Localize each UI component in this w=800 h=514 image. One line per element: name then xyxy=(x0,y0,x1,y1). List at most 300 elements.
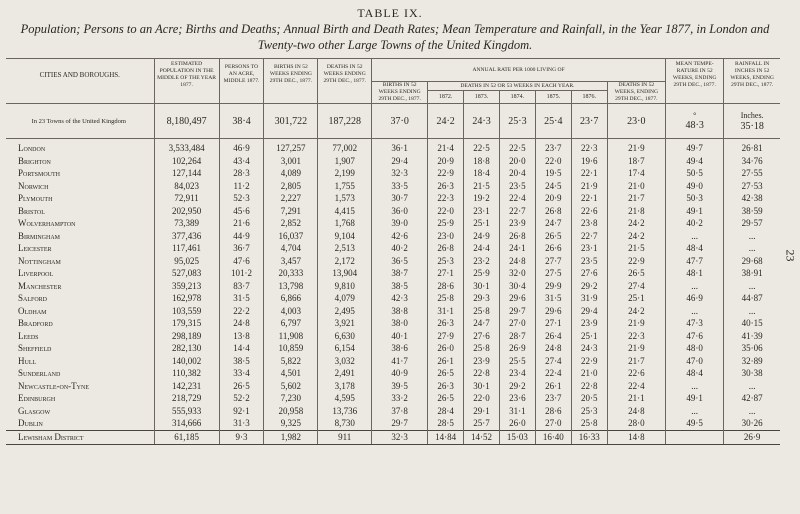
cell: 103,559 xyxy=(154,305,219,318)
table-row xyxy=(6,292,780,305)
cell: 27·0 xyxy=(499,317,535,330)
table-row xyxy=(6,167,780,180)
cell: 10,859 xyxy=(264,342,318,355)
cell: 24·3 xyxy=(464,104,500,139)
cell: 30·38 xyxy=(724,367,780,380)
table-row xyxy=(6,380,780,393)
cell: 83·7 xyxy=(219,280,264,293)
cell: 1,907 xyxy=(318,155,372,168)
cell: 140,002 xyxy=(154,355,219,368)
cell: 31·3 xyxy=(219,417,264,430)
cell: 22·9 xyxy=(607,255,665,268)
cell: 25·9 xyxy=(428,217,464,230)
cell: 9·3 xyxy=(219,430,264,444)
cell: 29·2 xyxy=(499,380,535,393)
row-name: Salford xyxy=(18,293,48,304)
cell: 27·4 xyxy=(535,355,571,368)
cell: 23·8 xyxy=(571,217,607,230)
cell: 52·3 xyxy=(219,192,264,205)
cell: 22·8 xyxy=(571,380,607,393)
cell: 2,491 xyxy=(318,367,372,380)
cell xyxy=(666,430,724,444)
cell: 23·4 xyxy=(499,367,535,380)
cell: 26·1 xyxy=(535,380,571,393)
cell: 24·2 xyxy=(607,230,665,243)
cell: 21·9 xyxy=(607,139,665,155)
cell: 40·15 xyxy=(724,317,780,330)
cell: 38·5 xyxy=(372,280,428,293)
header-persons: PERSONS TO AN ACRE, MIDDLE 1877. xyxy=(219,59,264,91)
cell: 31·1 xyxy=(499,405,535,418)
cell: 48·4 xyxy=(666,367,724,380)
cell: 26·5 xyxy=(219,380,264,393)
cell: 110,382 xyxy=(154,367,219,380)
header-deaths: DEATHS IN 52 WEEKS ENDING 29TH DEC., 1877. xyxy=(318,59,372,91)
table-row xyxy=(6,355,780,368)
cell: 49·0 xyxy=(666,180,724,193)
cell: 25·5 xyxy=(499,355,535,368)
cell: 22·0 xyxy=(464,392,500,405)
cell: 29·68 xyxy=(724,255,780,268)
header-annual-rate: ANNUAL RATE PER 1000 LIVING OF xyxy=(372,59,666,82)
cell: 22·7 xyxy=(571,230,607,243)
cell: 6,866 xyxy=(264,292,318,305)
table-row xyxy=(6,139,780,155)
table-row xyxy=(6,342,780,355)
cell: 29·6 xyxy=(535,305,571,318)
cell: 26·8 xyxy=(535,205,571,218)
table-row-lewisham xyxy=(6,430,780,444)
cell: 3,032 xyxy=(318,355,372,368)
table-row xyxy=(6,192,780,205)
cell: 24·8 xyxy=(219,317,264,330)
cell: 21·0 xyxy=(607,180,665,193)
cell: 27·0 xyxy=(535,417,571,430)
cell: 25·1 xyxy=(607,292,665,305)
cell: 48·1 xyxy=(666,267,724,280)
cell: 40·2 xyxy=(372,242,428,255)
cell: 16,037 xyxy=(264,230,318,243)
cell: 27·5 xyxy=(535,267,571,280)
cell: 21·7 xyxy=(607,192,665,205)
cell: 19·2 xyxy=(464,192,500,205)
cell: 44·87 xyxy=(724,292,780,305)
cell: 162,978 xyxy=(154,292,219,305)
cell: 29·6 xyxy=(499,292,535,305)
cell: 30·7 xyxy=(372,192,428,205)
cell: 24·1 xyxy=(499,242,535,255)
cell: 26·5 xyxy=(428,392,464,405)
cell: 27·7 xyxy=(535,255,571,268)
cell: 26·4 xyxy=(535,330,571,343)
cell: 45·6 xyxy=(219,205,264,218)
cell: 127,257 xyxy=(264,139,318,155)
cell: 22·3 xyxy=(607,330,665,343)
cell: 20,958 xyxy=(264,405,318,418)
cell: 44·9 xyxy=(219,230,264,243)
cell: 21·8 xyxy=(607,205,665,218)
table-row xyxy=(6,367,780,380)
table-row xyxy=(6,417,780,430)
cell: 142,231 xyxy=(154,380,219,393)
cell: 301,722 xyxy=(264,104,318,139)
cell: 23·9 xyxy=(499,217,535,230)
cell: 24·2 xyxy=(607,217,665,230)
cell: 25·8 xyxy=(428,292,464,305)
cell: 46·9 xyxy=(219,139,264,155)
cell: 32·3 xyxy=(372,167,428,180)
cell: 29·7 xyxy=(372,417,428,430)
cell: 25·8 xyxy=(464,305,500,318)
cell: 24·8 xyxy=(607,405,665,418)
cell: 22·7 xyxy=(499,205,535,218)
cell: 28·3 xyxy=(219,167,264,180)
cell: 31·1 xyxy=(428,305,464,318)
cell: 38·6 xyxy=(372,342,428,355)
cell: 36·5 xyxy=(372,255,428,268)
cell: 25·1 xyxy=(571,330,607,343)
table-row xyxy=(6,180,780,193)
cell: 21·9 xyxy=(607,317,665,330)
cell: 22·3 xyxy=(571,139,607,155)
cell: 18·7 xyxy=(607,155,665,168)
cell: 40·1 xyxy=(372,330,428,343)
cell: 22·6 xyxy=(571,205,607,218)
cell: 4,079 xyxy=(318,292,372,305)
table-row xyxy=(6,230,780,243)
cell: 34·76 xyxy=(724,155,780,168)
row-name: Hull xyxy=(18,355,37,366)
cell: 32·0 xyxy=(499,267,535,280)
cell: 42·38 xyxy=(724,192,780,205)
cell: 28·7 xyxy=(499,330,535,343)
cell: 20·4 xyxy=(499,167,535,180)
cell: 4,501 xyxy=(264,367,318,380)
cell: ... xyxy=(724,305,780,318)
table-row xyxy=(6,392,780,405)
cell: 3,457 xyxy=(264,255,318,268)
cell: 18·4 xyxy=(464,167,500,180)
cell: 26·3 xyxy=(428,380,464,393)
cell: 23·6 xyxy=(499,392,535,405)
cell: 22·2 xyxy=(219,305,264,318)
row-name: Leicester xyxy=(18,243,52,254)
cell: 26·1 xyxy=(428,355,464,368)
cell: 42·3 xyxy=(372,292,428,305)
row-name: Dublin xyxy=(18,418,43,429)
inches-label: Inches. xyxy=(740,110,764,120)
cell: 28·5 xyxy=(428,417,464,430)
cell: 26·0 xyxy=(428,342,464,355)
header-year: 1876. xyxy=(571,91,607,104)
cell: 29·4 xyxy=(372,155,428,168)
cell: 19·6 xyxy=(571,155,607,168)
row-name: Leeds xyxy=(18,330,39,341)
cell: 22·1 xyxy=(571,192,607,205)
cell: 47·6 xyxy=(219,255,264,268)
table-title: TABLE IX. xyxy=(357,6,423,20)
cell: 14·8 xyxy=(607,430,665,444)
cell: 30·4 xyxy=(499,280,535,293)
cell: 2,172 xyxy=(318,255,372,268)
row-name: Sheffield xyxy=(18,343,52,354)
cell: 218,729 xyxy=(154,392,219,405)
header-year: 1874. xyxy=(499,91,535,104)
cell: 26·81 xyxy=(724,139,780,155)
cell: 27·53 xyxy=(724,180,780,193)
cell: 22·1 xyxy=(571,167,607,180)
cell: ... xyxy=(666,405,724,418)
cell: 23·1 xyxy=(571,242,607,255)
cell: 24·3 xyxy=(571,342,607,355)
cell: 4,595 xyxy=(318,392,372,405)
header-rate-deaths-1877: DEATHS IN 52 WEEKS, ENDING 29TH DEC., 1877. xyxy=(607,82,665,104)
cell: 127,144 xyxy=(154,167,219,180)
cell: 32·89 xyxy=(724,355,780,368)
cell: 3,533,484 xyxy=(154,139,219,155)
cell: 28·4 xyxy=(428,405,464,418)
table-row xyxy=(6,242,780,255)
cell: 30·1 xyxy=(464,380,500,393)
cell: 26·9 xyxy=(724,430,780,444)
cell: 14·4 xyxy=(219,342,264,355)
cell: 52·2 xyxy=(219,392,264,405)
cell: 26·8 xyxy=(499,230,535,243)
cell: 72,911 xyxy=(154,192,219,205)
row-name: London xyxy=(18,143,46,154)
cell: 20·5 xyxy=(571,392,607,405)
cell: 23·0 xyxy=(428,230,464,243)
cell: 6,154 xyxy=(318,342,372,355)
cell: 26·0 xyxy=(499,417,535,430)
cell: 7,291 xyxy=(264,205,318,218)
row-name: Liverpool xyxy=(18,268,54,279)
cell: 22·5 xyxy=(464,139,500,155)
cell: 22·4 xyxy=(535,367,571,380)
cell: 23·7 xyxy=(535,392,571,405)
cell: 24·7 xyxy=(464,317,500,330)
row-name: Edinburgh xyxy=(18,393,56,404)
cell: 16·33 xyxy=(571,430,607,444)
cell: 20·0 xyxy=(499,155,535,168)
cell: 3,921 xyxy=(318,317,372,330)
cell: 24·2 xyxy=(607,305,665,318)
cell: 25·4 xyxy=(535,104,571,139)
cell: 20,333 xyxy=(264,267,318,280)
cell: 41·39 xyxy=(724,330,780,343)
cell: 22·3 xyxy=(428,192,464,205)
header-year: 1875. xyxy=(535,91,571,104)
cell: 5,602 xyxy=(264,380,318,393)
cell: 26·5 xyxy=(607,267,665,280)
cell: 37·8 xyxy=(372,405,428,418)
cell: 29·2 xyxy=(571,280,607,293)
cell: 21·0 xyxy=(571,367,607,380)
cell: 23·5 xyxy=(499,180,535,193)
cell: 2,227 xyxy=(264,192,318,205)
cell: 359,213 xyxy=(154,280,219,293)
cell: 4,089 xyxy=(264,167,318,180)
cell: 26·3 xyxy=(428,180,464,193)
cell: 24·8 xyxy=(535,342,571,355)
cell: 31·5 xyxy=(535,292,571,305)
cell: ... xyxy=(724,242,780,255)
cell: 46·9 xyxy=(666,292,724,305)
cell-value: 35·18 xyxy=(740,120,764,132)
cell: ... xyxy=(724,280,780,293)
cell: 24·9 xyxy=(464,230,500,243)
cell: 377,436 xyxy=(154,230,219,243)
cell: 42·6 xyxy=(372,230,428,243)
table-row xyxy=(6,267,780,280)
cell-rainfall xyxy=(724,104,780,139)
row-name: In 23 Towns of the United Kingdom xyxy=(6,104,154,139)
cell: 77,002 xyxy=(318,139,372,155)
cell: 21·9 xyxy=(607,342,665,355)
cell: 49·5 xyxy=(666,417,724,430)
cell: 40·2 xyxy=(666,217,724,230)
cell: 1,755 xyxy=(318,180,372,193)
cell: 26·8 xyxy=(428,242,464,255)
cell: 48·4 xyxy=(666,242,724,255)
header-rainfall: RAINFALL IN INCHES IN 52 WEEKS, ENDING 29TH DEC., 1877. xyxy=(724,59,780,91)
cell: 21·9 xyxy=(571,180,607,193)
cell: 7,230 xyxy=(264,392,318,405)
cell: 24·8 xyxy=(499,255,535,268)
cell: ... xyxy=(666,380,724,393)
cell: 22·0 xyxy=(535,155,571,168)
cell: 27·6 xyxy=(464,330,500,343)
cell: 16·40 xyxy=(535,430,571,444)
cell: 49·4 xyxy=(666,155,724,168)
cell: 28·0 xyxy=(607,417,665,430)
cell: 102,264 xyxy=(154,155,219,168)
cell: 29·7 xyxy=(499,305,535,318)
cell: 39·5 xyxy=(372,380,428,393)
cell: 29·1 xyxy=(464,405,500,418)
cell: 49·1 xyxy=(666,392,724,405)
cell: 4,003 xyxy=(264,305,318,318)
cell: 24·4 xyxy=(464,242,500,255)
cell: 13,798 xyxy=(264,280,318,293)
cell: 36·1 xyxy=(372,139,428,155)
cell: 911 xyxy=(318,430,372,444)
cell: 47·6 xyxy=(666,330,724,343)
cell: 23·9 xyxy=(464,355,500,368)
cell: 3,001 xyxy=(264,155,318,168)
cell: 39·0 xyxy=(372,217,428,230)
cell: 50·5 xyxy=(666,167,724,180)
cell: 101·2 xyxy=(219,267,264,280)
cell: 6,797 xyxy=(264,317,318,330)
cell: 21·6 xyxy=(219,217,264,230)
row-name: Wolverhampton xyxy=(18,218,76,229)
cell: 23·0 xyxy=(607,104,665,139)
cell: ... xyxy=(724,380,780,393)
cell: 23·9 xyxy=(571,317,607,330)
cell: 24·7 xyxy=(535,217,571,230)
cell: 24·2 xyxy=(428,104,464,139)
cell: 27·4 xyxy=(607,280,665,293)
cell: 22·5 xyxy=(499,139,535,155)
cell: 22·8 xyxy=(464,367,500,380)
cell: 38·7 xyxy=(372,267,428,280)
row-name: Portsmouth xyxy=(18,168,60,179)
page-number: 23 xyxy=(783,249,798,262)
cell: 29·9 xyxy=(535,280,571,293)
cell: ... xyxy=(666,305,724,318)
cell: 73,389 xyxy=(154,217,219,230)
cell: 179,315 xyxy=(154,317,219,330)
degree-mark: ° xyxy=(693,110,697,120)
cell: 47·0 xyxy=(666,355,724,368)
header-rate-deaths-group: DEATHS IN 52 OR 53 WEEKS IN EACH YEAR. xyxy=(428,82,607,91)
cell: 27·6 xyxy=(571,267,607,280)
cell: 36·7 xyxy=(219,242,264,255)
row-name: Plymouth xyxy=(18,193,53,204)
cell: 25·3 xyxy=(428,255,464,268)
cell: 9,104 xyxy=(318,230,372,243)
table-row xyxy=(6,205,780,218)
header-year: 1873. xyxy=(464,91,500,104)
cell: 26·6 xyxy=(535,242,571,255)
cell: 21·7 xyxy=(607,355,665,368)
cell: 2,495 xyxy=(318,305,372,318)
table-row xyxy=(6,305,780,318)
cell: 14·84 xyxy=(428,430,464,444)
cell: 26·5 xyxy=(428,367,464,380)
vital-statistics-table xyxy=(6,58,780,445)
row-name: Sunderland xyxy=(18,368,61,379)
cell: 22·6 xyxy=(607,367,665,380)
header-year: 1872. xyxy=(428,91,464,104)
cell: 25·8 xyxy=(464,342,500,355)
cell: 4,415 xyxy=(318,205,372,218)
cell: 25·9 xyxy=(464,267,500,280)
table-row xyxy=(6,280,780,293)
cell: 2,805 xyxy=(264,180,318,193)
header-population: ESTIMATED POPULATION IN THE MIDDLE OF THE YEAR 1877. xyxy=(154,59,219,91)
cell: 24·5 xyxy=(535,180,571,193)
cell: 28·6 xyxy=(428,280,464,293)
cell: 9,810 xyxy=(318,280,372,293)
row-name: Manchester xyxy=(18,280,62,291)
cell: 20·9 xyxy=(428,155,464,168)
table-row-total xyxy=(6,104,780,139)
cell: 9,325 xyxy=(264,417,318,430)
cell: 30·1 xyxy=(464,280,500,293)
row-name: Nottingham xyxy=(18,255,61,266)
cell: 22·9 xyxy=(428,167,464,180)
cell: 25·7 xyxy=(464,417,500,430)
cell: 555,933 xyxy=(154,405,219,418)
cell: 27·1 xyxy=(535,317,571,330)
cell: 20·9 xyxy=(535,192,571,205)
cell: 14·52 xyxy=(464,430,500,444)
header-temperature: MEAN TEMPE-RATURE IN 52 WEEKS, ENDING 29TH DEC., 1877. xyxy=(666,59,724,91)
cell: 27·1 xyxy=(428,267,464,280)
row-name: Brighton xyxy=(18,155,51,166)
cell: ... xyxy=(666,230,724,243)
cell: 32·3 xyxy=(372,430,428,444)
cell: 25·3 xyxy=(571,405,607,418)
cell: 30·26 xyxy=(724,417,780,430)
cell: 84,023 xyxy=(154,180,219,193)
cell: 527,083 xyxy=(154,267,219,280)
table-row xyxy=(6,405,780,418)
cell: 33·2 xyxy=(372,392,428,405)
cell: 25·8 xyxy=(571,417,607,430)
